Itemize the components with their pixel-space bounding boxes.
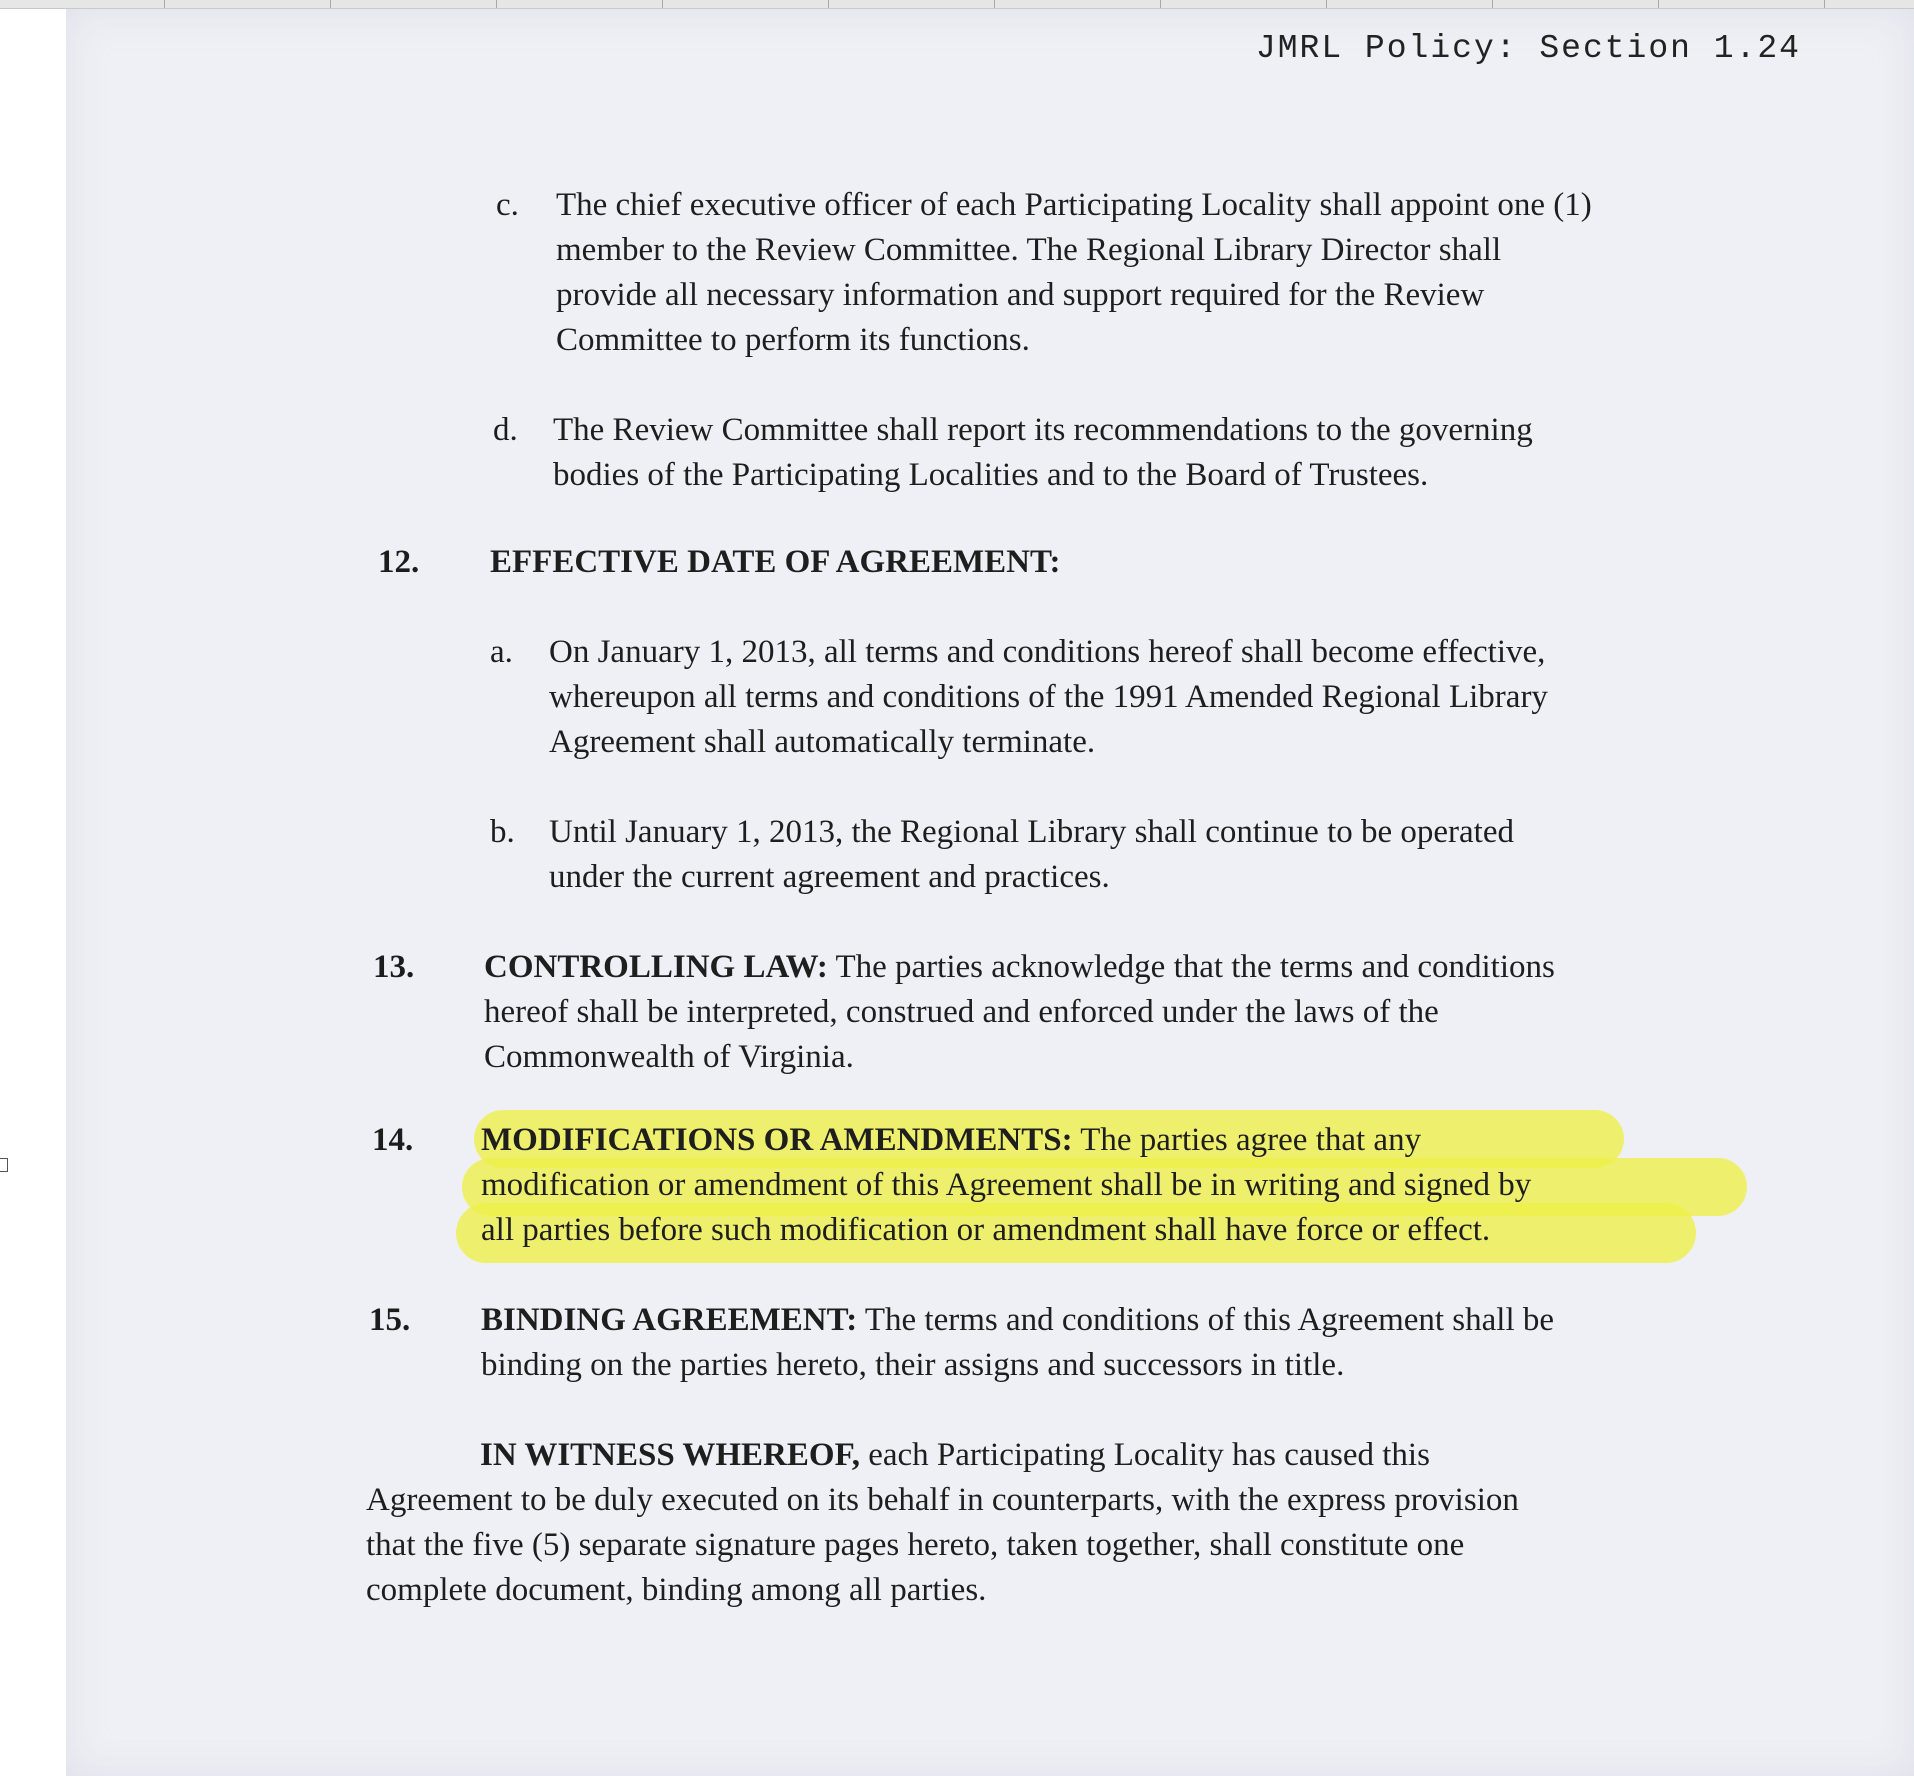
- section-15-line1: The terms and conditions of this Agreement shall be: [864, 1302, 1555, 1338]
- text-line: Commonwealth of Virginia.: [484, 1039, 854, 1075]
- section-14-text: [481, 1118, 1531, 1253]
- text-line: that the five (5) separate signature pages hereto, taken together, shall constitute one: [366, 1527, 1465, 1563]
- section-14-heading: MODIFICATIONS OR AMENDMENTS:: [481, 1122, 1073, 1158]
- section-13-text: [484, 945, 1555, 1080]
- item-b-marker: b.: [490, 814, 515, 850]
- text-line: member to the Review Committee. The Regional Library Director shall: [556, 232, 1502, 268]
- item-a-marker: a.: [490, 634, 513, 670]
- text-line: Committee to perform its functions.: [556, 322, 1030, 358]
- section-12-number: 12.: [378, 544, 420, 580]
- section-15-number: 15.: [369, 1302, 411, 1338]
- section-13-line1: The parties acknowledge that the terms and conditions: [835, 949, 1555, 985]
- text-line: binding on the parties hereto, their assigns and successors in title.: [481, 1347, 1345, 1383]
- text-line: [366, 1433, 1519, 1478]
- text-line: provide all necessary information and support required for the Review: [556, 277, 1485, 313]
- item-d-marker: d.: [493, 412, 518, 448]
- text-line: The Review Committee shall report its recommendations to the governing: [553, 412, 1533, 448]
- text-line: bodies of the Participating Localities and to the Board of Trustees.: [553, 457, 1429, 493]
- witness-heading: IN WITNESS WHEREOF,: [480, 1437, 860, 1473]
- item-c-text: [556, 183, 1592, 363]
- text-line: hereof shall be interpreted, construed and enforced under the laws of the: [484, 994, 1439, 1030]
- text-line: [481, 1298, 1554, 1343]
- text-line: under the current agreement and practices.: [549, 859, 1110, 895]
- section-12-heading: EFFECTIVE DATE OF AGREEMENT:: [490, 544, 1061, 580]
- text-line: [481, 1118, 1531, 1163]
- text-line: all parties before such modification or amendment shall have force or effect.: [481, 1212, 1491, 1248]
- text-line: Agreement shall automatically terminate.: [549, 724, 1096, 760]
- policy-header: JMRL Policy: Section 1.24: [1255, 30, 1801, 67]
- section-14-line1: The parties agree that any: [1080, 1122, 1422, 1158]
- section-13-heading: CONTROLLING LAW:: [484, 949, 828, 985]
- section-13-number: 13.: [373, 949, 415, 985]
- section-14-number: 14.: [372, 1122, 414, 1158]
- witness-line1: each Participating Locality has caused this: [868, 1437, 1430, 1473]
- section-15-heading: BINDING AGREEMENT:: [481, 1302, 858, 1338]
- section-15-text: [481, 1298, 1554, 1388]
- item-a-text: [549, 630, 1548, 765]
- text-line: The chief executive officer of each Participating Locality shall appoint one (1): [556, 187, 1592, 223]
- item-b-text: [549, 810, 1514, 900]
- item-c-marker: c.: [496, 187, 519, 223]
- text-line: Agreement to be duly executed on its behalf in counterparts, with the express provision: [366, 1482, 1519, 1518]
- witness-paragraph: [366, 1433, 1519, 1613]
- left-margin-marker: [0, 1158, 8, 1172]
- text-line: modification or amendment of this Agreement shall be in writing and signed by: [481, 1167, 1532, 1203]
- text-line: On January 1, 2013, all terms and conditions hereof shall become effective,: [549, 634, 1546, 670]
- text-line: [484, 945, 1555, 990]
- text-line: whereupon all terms and conditions of the 1991 Amended Regional Library: [549, 679, 1548, 715]
- top-ruler: [0, 0, 1914, 9]
- item-d-text: [553, 408, 1533, 498]
- text-line: Until January 1, 2013, the Regional Library shall continue to be operated: [549, 814, 1514, 850]
- text-line: complete document, binding among all parties.: [366, 1572, 987, 1608]
